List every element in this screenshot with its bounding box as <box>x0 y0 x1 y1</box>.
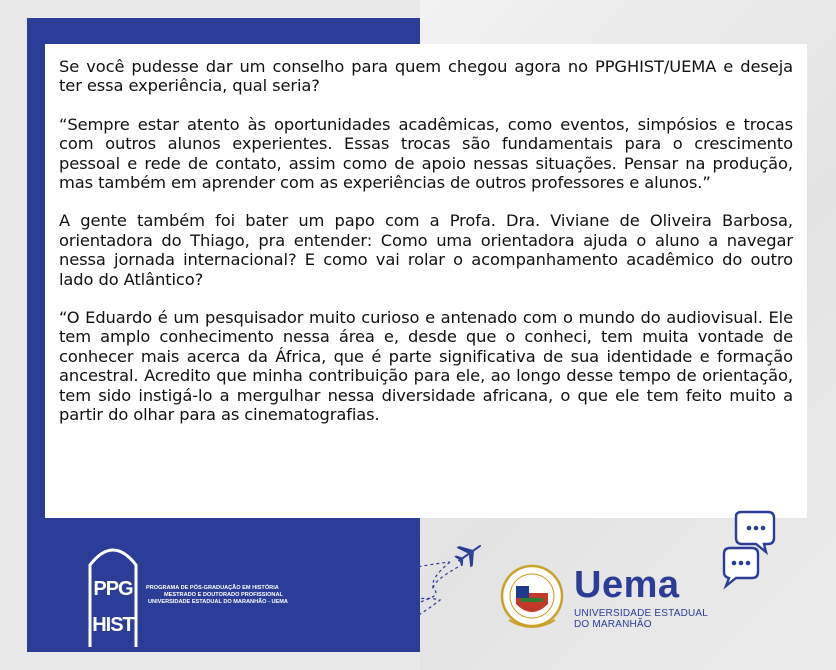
uema-subtitle-line2: DO MARANHÃO <box>574 619 652 630</box>
answer-advice: “Sempre estar atento às oportunidades acadêmicas, como eventos, simpósios e trocas com outros alunos experientes. Essas trocas são fundamentais para o crescimento pessoal e rede de contato, assim como de apoio nessas situações. Pensar na produção, mas também em aprender com as experiências de outros professores e alunos.” <box>59 114 793 193</box>
chat-bubbles-icon <box>720 510 778 590</box>
uema-wordmark: Uema <box>574 564 680 606</box>
ppghist-caption-line3: UNIVERSIDADE ESTADUAL DO MARANHÃO - UEMA <box>148 599 288 605</box>
uema-subtitle-line1: UNIVERSIDADE ESTADUAL <box>574 608 709 619</box>
uema-subtitle <box>574 608 708 630</box>
ppg-letters: PPG <box>93 578 133 600</box>
airplane-icon <box>454 538 486 568</box>
answer-advisor: “O Eduardo é um pesquisador muito curioso e antenado com o mundo do audiovisual. Ele tem amplo conhecimento nessa área e, desde que o conheci, tem muita vontade de conhecer mais acerca da África, que é parte significativa de sua identidade e formação ancestral. Acredito que minha contribuição para ele, ao longo desse tempo de orientação, tem sido instigá-lo a mergulhar nessa diversidade africana, o que ele tem feito muito a partir do olhar para as cinematografias. <box>59 308 793 425</box>
ppghist-logo <box>86 543 140 647</box>
ppghist-caption <box>146 585 288 606</box>
question-advisor: A gente também foi bater um papo com a Profa. Dra. Viviane de Oliveira Barbosa, orientadora do Thiago, pra entender: Como uma orientadora ajuda o aluno a navegar nessa jornada internacional? E como vai rolar o acompanhamento acadêmico do outro lado do Atlântico? <box>59 211 793 289</box>
ppghist-caption-line2: MESTRADO E DOUTORADO PROFISSIONAL <box>164 592 283 598</box>
text-card <box>45 44 807 518</box>
uema-seal-icon <box>499 562 565 636</box>
hist-letters: HIST <box>92 614 134 636</box>
ppghist-caption-line1: PROGRAMA DE PÓS-GRADUAÇÃO EM HISTÓRIA <box>146 585 279 591</box>
question-advice: Se você pudesse dar um conselho para quem chegou agora no PPGHIST/UEMA e deseja ter essa experiência, qual seria? <box>59 57 793 96</box>
dashed-flight-path-lower <box>420 565 480 670</box>
